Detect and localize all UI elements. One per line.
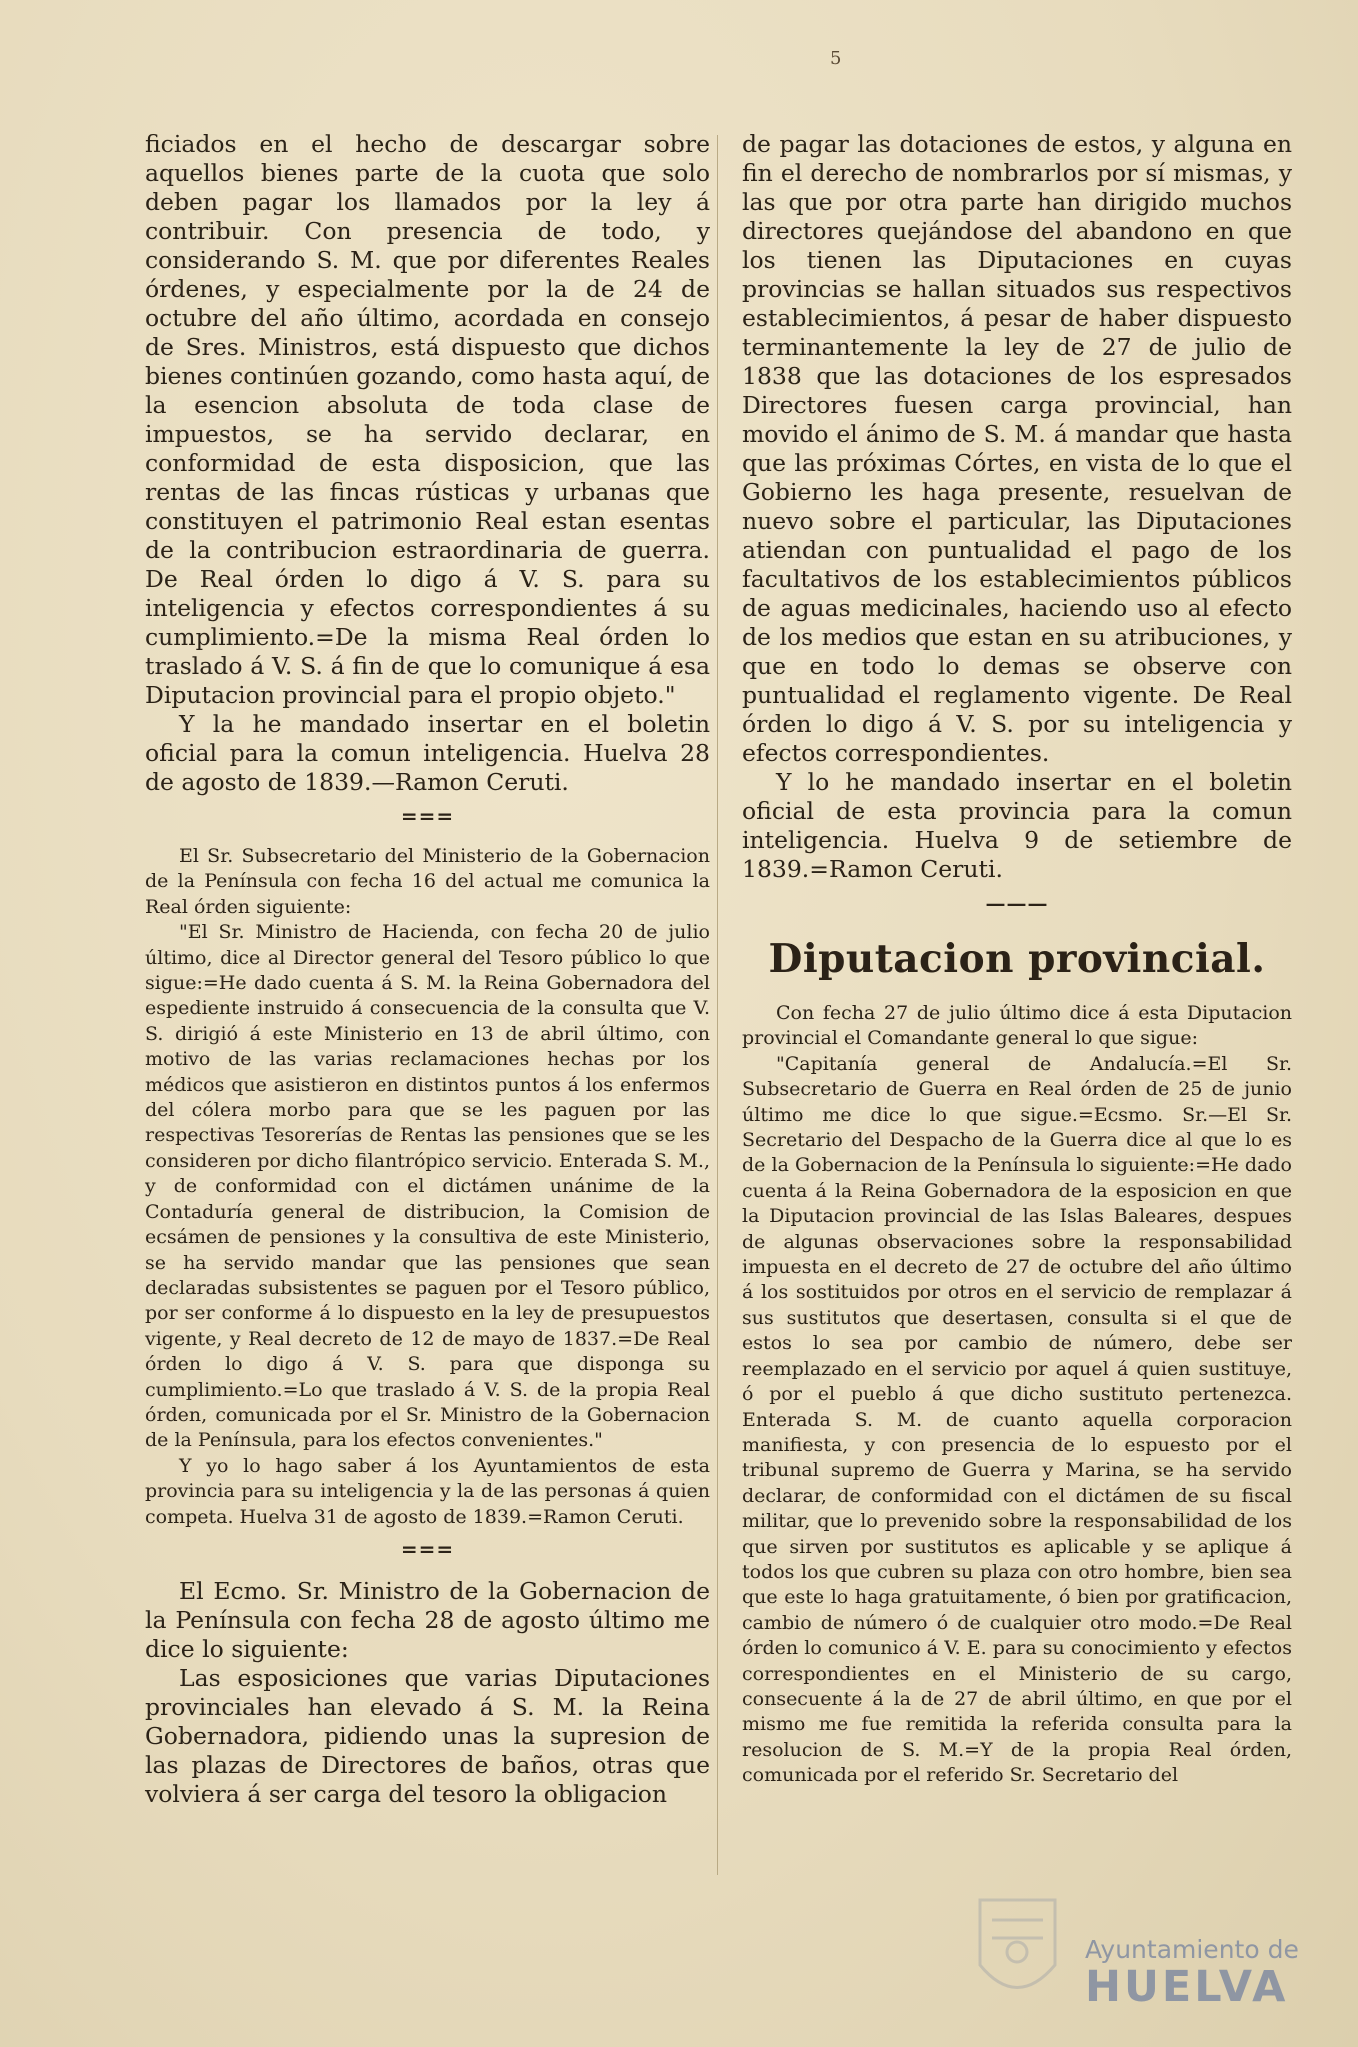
page-number: 5: [830, 48, 842, 69]
separator-3: ———: [985, 891, 1049, 915]
left-para-2: Y la he mandado insertar en el boletin oficial para la comun inteligencia. Huelva 28 de agosto de 1839.—Ramon Ceruti.: [145, 710, 710, 796]
right-para-2: Y lo he mandado insertar en el boletin oficial de esta provincia para la comun inteligencia. Huelva 9 de setiembre de 1839.=Ramon Ceruti.: [742, 768, 1292, 883]
right-para-1: de pagar las dotaciones de estos, y alguna en fin el derecho de nombrarlos por sí mismas, y las que por otra parte han dirigido muchos directores quejándose del abandono en que los tienen las Diputaciones en cuyas provincias se hallan situados sus respectivos establecimientos, á pesar de haber dispuesto terminantemente la ley de 27 de julio de 1838 que las dotaciones de los espresados Directores fuesen carga provincial, han movido el ánimo de S. M. á mandar que hasta que las próximas Córtes, en vista de lo que el Gobierno les haga presente, resuelvan de nuevo sobre el particular, las Diputaciones atiendan con puntualidad el pago de los facultativos de los establecimientos públicos de aguas medicinales, haciendo uso al efecto de los medios que estan en su atribuciones, y que en todo lo demas se observe con puntualidad el reglamento vigente. De Real órden lo digo á V. S. por su inteligencia y efectos correspondientes.: [742, 130, 1292, 767]
left-para-4: "El Sr. Ministro de Hacienda, con fecha 20 de julio último, dice al Director general del Tesoro público lo que sigue:=He dado cuenta á S. M. la Reina Gobernadora del espediente instruido á consecuencia de la consulta que V. S. dirigió á este Ministerio en 13 de abril último, con motivo de las varias reclamaciones hechas por los médicos que asistieron en distintos puntos á los enfermos del cólera morbo para que se les paguen por las respectivas Tesorerías de Rentas las pensiones que se les consideren por dicho filantrópico servicio. Enterada S. M., y de conformidad con el dictámen unánime de la Contaduría general de distribucion, la Comision de ecsámen de pensiones y la consultiva de este Ministerio, se ha servido mandar que las pensiones que sean declaradas subsistentes se paguen por el Tesoro público, por ser conforme á lo dispuesto en la ley de presupuestos vigente, y Real decreto de 12 de mayo de 1837.=De Real órden lo digo á V. S. para que disponga su cumplimiento.=Lo que traslado á V. S. de la propia Real órden, comunicada por el Sr. Ministro de la Gobernacion de la Península, para los efectos convenientes.": [145, 921, 710, 1452]
right-para-3: Con fecha 27 de julio último dice á esta Diputacion provincial el Comandante general lo que sigue:: [742, 1002, 1292, 1050]
column-divider: [717, 135, 718, 1875]
left-para-6: El Ecmo. Sr. Ministro de la Gobernacion de la Península con fecha 28 de agosto último me dice lo siguiente:: [145, 1576, 710, 1663]
separator-2: ===: [400, 1536, 455, 1561]
separator-1: ===: [400, 804, 455, 828]
left-para-3: El Sr. Subsecretario del Ministerio de la Gobernacion de la Península con fecha 16 del actual me comunica la Real órden siguiente:: [145, 845, 710, 918]
watermark-line-2: HUELVA: [1085, 1962, 1289, 2012]
watermark-line-1: Ayuntamiento de: [1085, 1935, 1299, 1964]
right-para-4: "Capitanía general de Andalucía.=El Sr. Subsecretario de Guerra en Real órden de 25 de junio último me dice lo que sigue.=Ecsmo. Sr.—El Sr. Secretario del Despacho de la Guerra dice al que lo es de la Gobernacion de la Península lo siguiente:=He dado cuenta á la Reina Gobernadora de la esposicion en que la Diputacion provincial de las Islas Baleares, despues de algunas observaciones sobre la responsabilidad impuesta en el decreto de 27 de octubre del año último á los sostituidos por otros en el servicio de remplazar á sus sustitutos que desertasen, consulta si el que de estos lo sea por cambio de número, debe ser reemplazado en el servicio por aquel á quien sustituye, ó por el pueblo á que dicho sustituto pertenezca. Enterada S. M. de cuanto aquella corporacion manifiesta, y con presencia de lo espuesto por el tribunal supremo de Guerra y Marina, se ha servido declarar, de conformidad con el dictámen de su fiscal militar, que lo prevenido sobre la responsabilidad de los que sirven por sustitutos es aplicable y se aplique á todos los que cubren su plaza con otro hombre, bien sea que este lo haga gratuitamente, ó bien por gratificacion, cambio de número ó de cualquier otro modo.=De Real órden lo comunico á V. E. para su conocimiento y efectos correspondientes en el Ministerio de su cargo, consecuente á la de 27 de abril último, en que por el mismo me fue remitida la referida consulta para la resolucion de S. M.=Y de la propia Real órden, comunicada por el referido Sr. Secretario del: [742, 1052, 1292, 1787]
left-para-5: Y yo lo hago saber á los Ayuntamientos de esta provincia para su inteligencia y la de las personas á quien competa. Huelva 31 de agosto de 1839.=Ramon Ceruti.: [145, 1454, 710, 1528]
left-para-7: Las esposiciones que varias Diputaciones provinciales han elevado á S. M. la Reina Gobernadora, pidiendo unas la supresion de las plazas de Directores de baños, otras que volviera á ser carga del tesoro la obligacion: [145, 1663, 710, 1808]
left-para-1: ficiados en el hecho de descargar sobre aquellos bienes parte de la cuota que solo deben pagar los llamados por la ley á contribuir. Con presencia de todo, y considerando S. M. que por diferentes Reales órdenes, y especialmente por la de 24 de octubre del año último, acordada en consejo de Sres. Ministros, está dispuesto que dichos bienes continúen gozando, como hasta aquí, de la esencion absoluta de toda clase de impuestos, se ha servido declarar, en conformidad de esta disposicion, que las rentas de las fincas rústicas y urbanas que constituyen el patrimonio Real estan esentas de la contribucion estraordinaria de guerra. De Real órden lo digo á V. S. para su inteligencia y efectos correspondientes á su cumplimiento.=De la misma Real órden lo traslado á V. S. á fin de que lo comunique á esa Diputacion provincial para el propio objeto.": [145, 130, 711, 709]
left-column: [145, 130, 710, 1809]
right-column: [742, 130, 1292, 1789]
section-heading: Diputacion provincial.: [768, 936, 1266, 982]
